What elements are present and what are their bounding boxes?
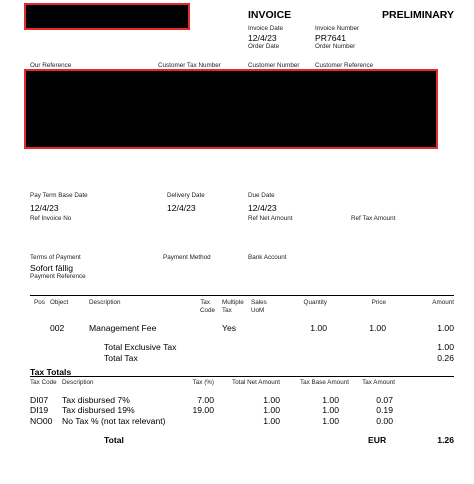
tax-row-amount: 0.19 xyxy=(376,405,393,415)
items-header-tax-code-1: Tax xyxy=(200,299,210,306)
customer-tax-number-label: Customer Tax Number xyxy=(158,62,221,69)
our-reference-label: Our Reference xyxy=(30,62,72,69)
total-tax: 0.26 xyxy=(437,353,454,363)
tax-row-amount: 0.00 xyxy=(376,416,393,426)
terms-of-payment-label: Terms of Payment xyxy=(30,254,81,261)
tax-header-description: Description xyxy=(62,379,94,386)
items-header-pos: Pos xyxy=(34,299,45,306)
tax-totals-rule xyxy=(30,376,454,377)
item-price: 1.00 xyxy=(369,323,386,333)
items-header-amount: Amount xyxy=(432,299,454,306)
tax-header-code: Tax Code xyxy=(30,379,57,386)
order-number-label: Order Number xyxy=(315,43,356,50)
payment-reference-label: Payment Reference xyxy=(30,273,86,280)
tax-totals-title: Tax Totals xyxy=(30,367,72,377)
tax-header-base: Tax Base Amount xyxy=(299,379,349,386)
tax-row-net: 1.00 xyxy=(263,395,280,405)
invoice-number-label: Invoice Number xyxy=(315,25,360,32)
due-date-label: Due Date xyxy=(248,192,275,199)
tax-header-amount: Tax Amount xyxy=(362,379,395,386)
order-date-label: Order Date xyxy=(248,43,280,50)
invoice-date: 12/4/23 xyxy=(248,33,277,43)
tax-header-net: Total Net Amount xyxy=(232,379,280,386)
payment-method-label: Payment Method xyxy=(163,254,211,261)
terms-of-payment: Sofort fällig xyxy=(30,263,73,273)
tax-row-description: Tax disbursed 7% xyxy=(62,395,130,405)
status-label: PRELIMINARY xyxy=(382,9,454,21)
pay-term-base-date-label: Pay Term Base Date xyxy=(30,192,88,199)
item-multiple-tax: Yes xyxy=(222,323,237,333)
items-header-sales-uom-1: Sales xyxy=(251,299,267,306)
tax-row-percent: 7.00 xyxy=(197,395,214,405)
items-header-sales-uom-2: UoM xyxy=(251,307,265,314)
grand-total-label: Total xyxy=(104,435,124,445)
total-exclusive-tax: 1.00 xyxy=(437,342,454,352)
tax-row-net: 1.00 xyxy=(263,405,280,415)
tax-header-percent: Tax (%) xyxy=(192,379,214,386)
grand-total-amount: 1.26 xyxy=(437,435,454,445)
items-header-price: Price xyxy=(371,299,386,306)
items-header-description: Description xyxy=(89,299,121,306)
tax-row-base: 1.00 xyxy=(322,405,339,415)
ref-tax-amount-label: Ref Tax Amount xyxy=(351,215,396,222)
due-date: 12/4/23 xyxy=(248,203,277,213)
items-top-rule xyxy=(30,295,454,296)
customer-reference-label: Customer Reference xyxy=(315,62,374,69)
tax-row-code: DI19 xyxy=(30,405,49,415)
tax-row-base: 1.00 xyxy=(322,395,339,405)
items-header-multiple-tax-2: Tax xyxy=(222,307,232,314)
item-amount: 1.00 xyxy=(437,323,454,333)
total-exclusive-tax-label: Total Exclusive Tax xyxy=(104,342,177,352)
tax-row-percent: 19.00 xyxy=(192,405,214,415)
bank-account-label: Bank Account xyxy=(248,254,287,261)
redacted-company-block xyxy=(24,3,190,30)
total-tax-label: Total Tax xyxy=(104,353,138,363)
items-header-quantity: Quantity xyxy=(303,299,327,306)
delivery-date-label: Delivery Date xyxy=(167,192,205,199)
tax-row-description: No Tax % (not tax relevant) xyxy=(62,416,166,426)
delivery-date: 12/4/23 xyxy=(167,203,196,213)
invoice-number: PR7641 xyxy=(315,33,347,43)
invoice-date-label: Invoice Date xyxy=(248,25,284,32)
item-description: Management Fee xyxy=(89,323,157,333)
document-title: INVOICE xyxy=(248,9,292,21)
item-quantity: 1.00 xyxy=(310,323,327,333)
tax-row-description: Tax disbursed 19% xyxy=(62,405,135,415)
tax-row-code: DI07 xyxy=(30,395,49,405)
tax-row-base: 1.00 xyxy=(322,416,339,426)
items-header-tax-code-2: Code xyxy=(199,307,215,314)
item-object: 002 xyxy=(50,323,65,333)
grand-total-currency: EUR xyxy=(368,435,387,445)
customer-number-label: Customer Number xyxy=(248,62,300,69)
tax-row-code: NO00 xyxy=(30,416,53,426)
items-header-object: Object xyxy=(50,299,69,306)
ref-invoice-no-label: Ref Invoice No xyxy=(30,215,72,222)
pay-term-base-date: 12/4/23 xyxy=(30,203,59,213)
tax-row-amount: 0.07 xyxy=(376,395,393,405)
items-header-multiple-tax-1: Multiple xyxy=(222,299,244,306)
ref-net-amount-label: Ref Net Amount xyxy=(248,215,293,222)
tax-row-net: 1.00 xyxy=(263,416,280,426)
redacted-address-block xyxy=(24,69,438,149)
